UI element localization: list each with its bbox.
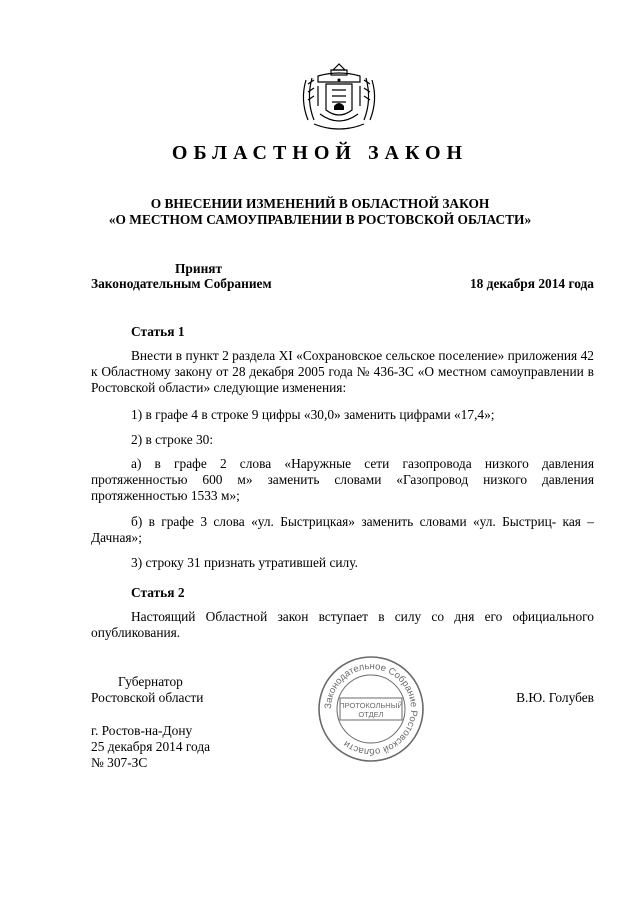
document-title: ОБЛАСТНОЙ ЗАКОН — [171, 142, 469, 164]
article-1-intro: Внести в пункт 2 раздела XI «Сохрановское сельское поселение» приложения 42 к Областному закону от 28 декабря 2005 года № 436-ЗС «О местном самоуправлении в Ростовской области» следующие изменения: — [91, 348, 594, 395]
signing-date: 25 декабря 2014 года — [91, 739, 211, 754]
article-1-heading: Статья 1 — [131, 324, 185, 339]
stamp-center-line-2: ОТДЕЛ — [358, 710, 384, 719]
governor-name: В.Ю. Голубев — [516, 690, 594, 705]
coat-of-arms-emblem — [298, 62, 380, 134]
adopted-by: Законодательным Собранием — [91, 276, 272, 291]
article-1-item-2: 2) в строке 30: — [131, 432, 214, 447]
signing-city: г. Ростов-на-Дону — [91, 723, 193, 738]
stamp-ring-text: Законодательное Собрание Ростовской области — [322, 660, 420, 758]
subtitle-line-2: «О МЕСТНОМ САМОУПРАВЛЕНИИ В РОСТОВСКОЙ ОБЛАСТИ» — [108, 212, 532, 227]
article-1-item-1: 1) в графе 4 в строке 9 цифры «30,0» заменить цифрами «17,4»; — [131, 407, 495, 422]
article-1-item-3: 3) строку 31 признать утратившей силу. — [131, 555, 358, 570]
adopted-date: 18 декабря 2014 года — [469, 276, 594, 291]
article-1-item-2a: а) в графе 2 слова «Наружные сети газопровода низкого давления протяженностью 600 м» заменить словами «Газопровод низкого давления протяженностью 1533 м»; — [91, 456, 594, 503]
article-2-heading: Статья 2 — [131, 585, 185, 600]
governor-title: Губернатор — [118, 674, 183, 689]
adopted-label: Принят — [175, 261, 223, 276]
stamp-center-line-1: ПРОТОКОЛЬНЫЙ — [339, 701, 403, 710]
governor-region: Ростовской области — [91, 690, 204, 705]
article-1-item-2b: б) в графе 3 слова «ул. Быстрицкая» заменить словами «ул. Быстриц- кая – Дачная»; — [91, 514, 594, 545]
article-2-text: Настоящий Областной закон вступает в силу со дня его официального опубликования. — [91, 609, 594, 640]
official-stamp — [316, 654, 426, 764]
law-number: № 307-ЗС — [91, 755, 148, 770]
subtitle-line-1: О ВНЕСЕНИИ ИЗМЕНЕНИЙ В ОБЛАСТНОЙ ЗАКОН — [150, 196, 490, 211]
document-subtitle — [0, 196, 640, 228]
